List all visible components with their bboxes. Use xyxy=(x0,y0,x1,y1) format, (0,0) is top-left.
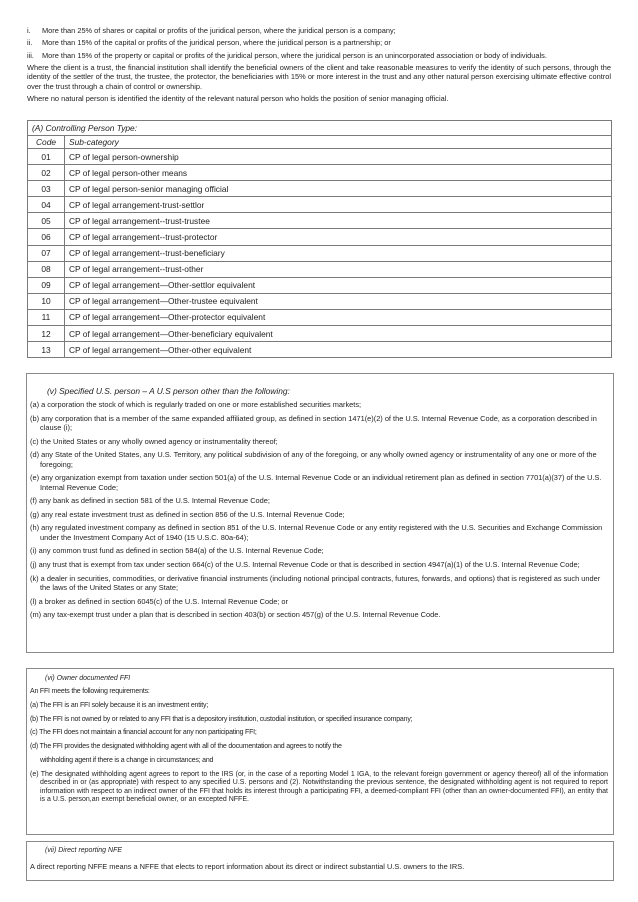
code-cell: 06 xyxy=(28,229,65,245)
table-row xyxy=(28,213,612,229)
list-item: (e) any organization exempt from taxation under section 501(a) of the U.S. Internal Revenue Code or an individual retirement plan as defined in section 7701(a)(37) of the U.S. Internal Revenue Code; xyxy=(30,473,602,492)
list-item-continuation: withholding agent if there is a change in circumstances; and xyxy=(40,756,214,764)
criteria-text: More than 25% of shares or capital or profits of the juridical person, where the juridical person is a company; xyxy=(42,26,396,35)
table-row xyxy=(28,293,612,309)
code-cell: 11 xyxy=(28,309,65,325)
section-title: (vii) Direct reporting NFE xyxy=(45,847,123,854)
list-item: (a) a corporation the stock of which is regularly traded on one or more established securities markets; xyxy=(30,400,362,409)
subcategory-cell: CP of legal arrangement—Other-other equivalent xyxy=(65,342,612,358)
table-row xyxy=(28,245,612,261)
column-header-code: Code xyxy=(28,136,65,149)
code-cell: 09 xyxy=(28,277,65,293)
list-item: (l) a broker as defined in section 6045(c) of the U.S. Internal Revenue Code; or xyxy=(30,596,288,606)
list-item: (f) any bank as defined in section 581 of the U.S. Internal Revenue Code; xyxy=(30,496,270,506)
controlling-person-table xyxy=(27,120,612,358)
criteria-item-ii xyxy=(27,38,611,47)
list-item: (b) The FFI is not owned by or related to any FFI that is a depository institution, custodial institution, or specified insurance company; xyxy=(30,715,413,723)
code-cell: 02 xyxy=(28,165,65,181)
subcategory-cell: CP of legal arrangement—Other-beneficiary equivalent xyxy=(65,326,612,342)
code-cell: 08 xyxy=(28,261,65,277)
table-row xyxy=(28,181,612,197)
criteria-item-iii xyxy=(27,51,611,60)
list-item: (i) any common trust fund as defined in section 584(a) of the U.S. Internal Revenue Code; xyxy=(30,546,324,556)
list-item: (c) the United States or any wholly owned agency or instrumentality thereof; xyxy=(30,436,278,446)
section-title: (vi) Owner documented FFI xyxy=(45,675,131,682)
table-row xyxy=(28,261,612,277)
list-item: (b) any corporation that is a member of the same expanded affiliated group, as defined in section 1471(e)(2) of the U.S. Internal Revenue Code, as a corporation described in clause (i); xyxy=(30,413,597,432)
specified-us-person-section xyxy=(26,373,614,653)
criteria-num: i. xyxy=(27,26,31,35)
subcategory-cell: CP of legal arrangement--trust-protector xyxy=(65,229,612,245)
table-row xyxy=(28,229,612,245)
table-row xyxy=(28,277,612,293)
code-cell: 12 xyxy=(28,326,65,342)
trust-paragraph: Where the client is a trust, the financial institution shall identify the beneficial owners of the client and take reasonable measures to verify the identity of such persons, through the identity of the settler of the trust, the trustee, the protector, the beneficiaries with 15% or more interest in the trust and any other natural person exercising ultimate effective control over the trust through a chain of control or ownership. xyxy=(27,63,611,91)
table-row xyxy=(28,165,612,181)
list-item: (j) any trust that is exempt from tax under section 664(c) of the U.S. Internal Revenue Code or that is described in section 4947(a)(1) of the U.S. Internal Revenue Code; xyxy=(30,559,580,569)
criteria-text: More than 15% of the property or capital or profits of the juridical person, where the juridical person is an unincorporated association or body of individuals. xyxy=(42,50,547,60)
subcategory-cell: CP of legal arrangement--trust-beneficiary xyxy=(65,245,612,261)
subcategory-cell: CP of legal arrangement—Other-trustee equivalent xyxy=(65,293,612,309)
table-title: (A) Controlling Person Type: xyxy=(28,121,612,136)
list-item: (d) any State of the United States, any U.S. Territory, any political subdivision of any of the foregoing, or any wholly owned agency or instrumentality of any one or more of the foregoing; xyxy=(30,450,597,469)
senior-official-paragraph: Where no natural person is identified the identity of the relevant natural person who holds the position of senior managing official. xyxy=(27,93,449,103)
subcategory-cell: CP of legal person-ownership xyxy=(65,149,612,165)
code-cell: 01 xyxy=(28,149,65,165)
subcategory-cell: CP of legal person-senior managing official xyxy=(65,181,612,197)
code-cell: 10 xyxy=(28,293,65,309)
list-item: (d) The FFI provides the designated withholding agent with all of the documentation and agrees to notify the xyxy=(30,743,342,751)
subcategory-cell: CP of legal arrangement-trust-settlor xyxy=(65,197,612,213)
criteria-num: ii. xyxy=(27,38,33,48)
direct-reporting-nfe-section xyxy=(26,841,614,881)
section-text: A direct reporting NFFE means a NFFE that elects to report information about its direct or indirect substantial U.S. owners to the IRS. xyxy=(30,862,465,871)
subcategory-cell: CP of legal arrangement--trust-other xyxy=(65,261,612,277)
list-item: (g) any real estate investment trust as defined in section 856 of the U.S. Internal Revenue Code; xyxy=(30,509,345,519)
subcategory-cell: CP of legal person-other means xyxy=(65,165,612,181)
list-item: (a) The FFI is an FFI solely because it is an investment entity; xyxy=(30,701,209,709)
code-cell: 03 xyxy=(28,181,65,197)
subcategory-cell: CP of legal arrangement—Other-settlor equivalent xyxy=(65,277,612,293)
table-row xyxy=(28,342,612,358)
table-row xyxy=(28,326,612,342)
code-cell: 07 xyxy=(28,245,65,261)
code-cell: 05 xyxy=(28,213,65,229)
list-item: (m) any tax-exempt trust under a plan that is described in section 403(b) or section 457(g) of the U.S. Internal Revenue Code. xyxy=(30,610,441,620)
list-item: (e) The designated withholding agent agrees to report to the IRS (or, in the case of a reporting Model 1 IGA, to the relevant foreign government or agency thereof) all of the information described in or (as appropriate) with respect to any specified U.S. persons and (2). Notwithstanding the previous sentence, the designated withholding agent is not required to report information with respect to an indirect owner of the FFI that holds its interest through a participating FFI, a deemed-compliant FFI (other than an owner-documented FFI), an entity that is a U.S. person,an exempt beneficial owner, or an excepted NFFE. xyxy=(30,770,608,804)
list-item: (c) The FFI does not maintain a financial account for any non participating FFI; xyxy=(30,729,257,737)
code-cell: 13 xyxy=(28,342,65,358)
subcategory-cell: CP of legal arrangement--trust-trustee xyxy=(65,213,612,229)
owner-documented-ffi-section xyxy=(26,668,614,835)
code-cell: 04 xyxy=(28,197,65,213)
table-row xyxy=(28,309,612,325)
beneficial-owner-criteria xyxy=(27,26,611,106)
list-item: (h) any regulated investment company as defined in section 851 of the U.S. Internal Revenue Code or any entity registered with the U.S. Securities and Exchange Commission under the Investment Company Act of 1940 (15 U.S.C. 80a-64); xyxy=(30,523,603,542)
criteria-text: More than 15% of the capital or profits of the juridical person, where the juridical person is a partnership; or xyxy=(42,38,391,48)
criteria-num: iii. xyxy=(27,50,34,60)
subcategory-cell: CP of legal arrangement—Other-protector equivalent xyxy=(65,309,612,325)
table-row xyxy=(28,197,612,213)
table-row xyxy=(28,149,612,165)
section-title: (v) Specified U.S. person – A U.S person other than the following: xyxy=(47,386,290,396)
column-header-subcategory: Sub-category xyxy=(65,136,612,149)
criteria-item-i xyxy=(27,26,611,35)
intro-text: An FFI meets the following requirements: xyxy=(30,688,150,695)
list-item: (k) a dealer in securities, commodities, or derivative financial instruments (including notional principal contracts, futures, forwards, and options) that is registered as such under the laws of the United States or any State; xyxy=(30,573,601,592)
